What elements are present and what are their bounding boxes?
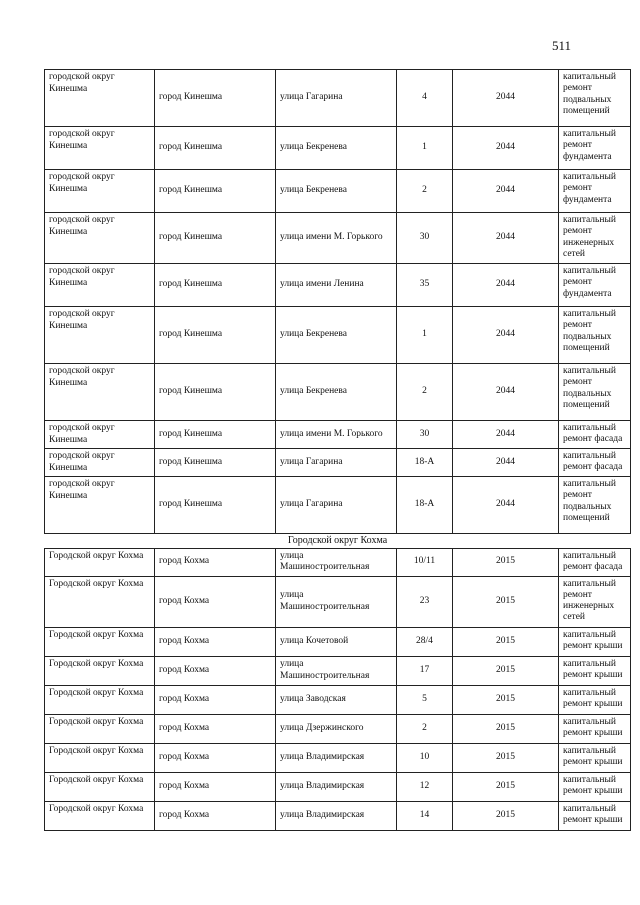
table-row <box>45 170 631 213</box>
district-cell: городской округ Кинешма <box>45 449 155 477</box>
street-cell: улица Гагарина <box>276 477 397 534</box>
work-type-cell: капитальный ремонт подвальных помещений <box>559 70 631 127</box>
table-row <box>45 307 631 364</box>
work-type-cell: капитальный ремонт крыши <box>559 772 631 801</box>
year-cell: 2015 <box>453 801 559 830</box>
street-cell: улица Заводская <box>276 685 397 714</box>
work-type-cell: капитальный ремонт подвальных помещений <box>559 364 631 421</box>
city-cell: город Кохма <box>155 656 276 685</box>
work-type-cell: капитальный ремонт фасада <box>559 421 631 449</box>
district-cell: городской округ Кинешма <box>45 70 155 127</box>
year-cell: 2015 <box>453 772 559 801</box>
table-row <box>45 421 631 449</box>
work-type-cell: капитальный ремонт подвальных помещений <box>559 307 631 364</box>
house-number-cell: 10 <box>397 743 453 772</box>
year-cell: 2044 <box>453 477 559 534</box>
work-type-cell: капитальный ремонт крыши <box>559 685 631 714</box>
district-cell: городской округ Кинешма <box>45 421 155 449</box>
work-type-cell: капитальный ремонт фундамента <box>559 170 631 213</box>
city-cell: город Кохма <box>155 743 276 772</box>
house-number-cell: 18-А <box>397 449 453 477</box>
section-header-row <box>45 534 631 549</box>
table-row <box>45 772 631 801</box>
year-cell: 2015 <box>453 714 559 743</box>
year-cell: 2044 <box>453 264 559 307</box>
work-type-cell: капитальный ремонт крыши <box>559 801 631 830</box>
street-cell: улица Владимирская <box>276 743 397 772</box>
house-number-cell: 23 <box>397 576 453 627</box>
street-cell: улица Машиностроительная <box>276 576 397 627</box>
year-cell: 2044 <box>453 421 559 449</box>
city-cell: город Кинешма <box>155 364 276 421</box>
year-cell: 2015 <box>453 576 559 627</box>
house-number-cell: 30 <box>397 213 453 264</box>
city-cell: город Кохма <box>155 714 276 743</box>
work-type-cell: капитальный ремонт крыши <box>559 627 631 656</box>
street-cell: улица Бекренева <box>276 127 397 170</box>
year-cell: 2015 <box>453 743 559 772</box>
district-cell: городской округ Кинешма <box>45 170 155 213</box>
district-cell: Городской округ Кохма <box>45 656 155 685</box>
year-cell: 2044 <box>453 449 559 477</box>
district-cell: Городской округ Кохма <box>45 772 155 801</box>
table-row <box>45 714 631 743</box>
page-number: 511 <box>552 38 572 53</box>
year-cell: 2015 <box>453 656 559 685</box>
street-cell: улица имени М. Горького <box>276 421 397 449</box>
work-type-cell: капитальный ремонт инженерных сетей <box>559 213 631 264</box>
work-type-cell: капитальный ремонт фасада <box>559 449 631 477</box>
city-cell: город Кохма <box>155 576 276 627</box>
house-number-cell: 35 <box>397 264 453 307</box>
city-cell: город Кинешма <box>155 170 276 213</box>
district-cell: Городской округ Кохма <box>45 743 155 772</box>
city-cell: город Кохма <box>155 772 276 801</box>
year-cell: 2015 <box>453 627 559 656</box>
table-row <box>45 685 631 714</box>
year-cell: 2044 <box>453 70 559 127</box>
district-cell: Городской округ Кохма <box>45 685 155 714</box>
street-cell: улица Гагарина <box>276 70 397 127</box>
city-cell: город Кинешма <box>155 213 276 264</box>
work-type-cell: капитальный ремонт подвальных помещений <box>559 477 631 534</box>
repair-schedule-table <box>44 69 631 831</box>
table-row <box>45 449 631 477</box>
street-cell: улица Бекренева <box>276 307 397 364</box>
work-type-cell: капитальный ремонт крыши <box>559 743 631 772</box>
work-type-cell: капитальный ремонт фундамента <box>559 127 631 170</box>
house-number-cell: 4 <box>397 70 453 127</box>
house-number-cell: 2 <box>397 364 453 421</box>
city-cell: город Кохма <box>155 685 276 714</box>
work-type-cell: капитальный ремонт инженерных сетей <box>559 576 631 627</box>
street-cell: улица Бекренева <box>276 170 397 213</box>
street-cell: улица имени М. Горького <box>276 213 397 264</box>
work-type-cell: капитальный ремонт фундамента <box>559 264 631 307</box>
house-number-cell: 30 <box>397 421 453 449</box>
district-cell: Городской округ Кохма <box>45 576 155 627</box>
table-row <box>45 264 631 307</box>
table-row <box>45 548 631 576</box>
city-cell: город Кохма <box>155 627 276 656</box>
table-row <box>45 801 631 830</box>
district-cell: городской округ Кинешма <box>45 264 155 307</box>
table-row <box>45 656 631 685</box>
city-cell: город Кинешма <box>155 477 276 534</box>
house-number-cell: 1 <box>397 127 453 170</box>
kokhma-rows <box>45 548 631 830</box>
district-cell: городской округ Кинешма <box>45 213 155 264</box>
street-cell: улица Дзержинского <box>276 714 397 743</box>
kineshma-rows <box>45 70 631 534</box>
district-cell: городской округ Кинешма <box>45 477 155 534</box>
house-number-cell: 2 <box>397 170 453 213</box>
district-cell: городской округ Кинешма <box>45 364 155 421</box>
house-number-cell: 12 <box>397 772 453 801</box>
year-cell: 2044 <box>453 127 559 170</box>
city-cell: город Кинешма <box>155 421 276 449</box>
city-cell: город Кинешма <box>155 307 276 364</box>
street-cell: улица Машиностроительная <box>276 548 397 576</box>
house-number-cell: 18-А <box>397 477 453 534</box>
house-number-cell: 2 <box>397 714 453 743</box>
district-cell: городской округ Кинешма <box>45 127 155 170</box>
house-number-cell: 28/4 <box>397 627 453 656</box>
section-kokhma <box>45 534 631 549</box>
city-cell: город Кинешма <box>155 264 276 307</box>
street-cell: улица Кочетовой <box>276 627 397 656</box>
year-cell: 2015 <box>453 548 559 576</box>
work-type-cell: капитальный ремонт фасада <box>559 548 631 576</box>
district-cell: городской округ Кинешма <box>45 307 155 364</box>
city-cell: город Кохма <box>155 548 276 576</box>
year-cell: 2044 <box>453 170 559 213</box>
table-row <box>45 70 631 127</box>
year-cell: 2015 <box>453 685 559 714</box>
section-title: Городской округ Кохма <box>45 534 631 549</box>
house-number-cell: 1 <box>397 307 453 364</box>
house-number-cell: 10/11 <box>397 548 453 576</box>
city-cell: город Кинешма <box>155 449 276 477</box>
district-cell: Городской округ Кохма <box>45 714 155 743</box>
street-cell: улица имени Ленина <box>276 264 397 307</box>
year-cell: 2044 <box>453 213 559 264</box>
city-cell: город Кинешма <box>155 127 276 170</box>
table-row <box>45 627 631 656</box>
street-cell: улица Машиностроительная <box>276 656 397 685</box>
table-row <box>45 743 631 772</box>
house-number-cell: 5 <box>397 685 453 714</box>
work-type-cell: капитальный ремонт крыши <box>559 656 631 685</box>
house-number-cell: 17 <box>397 656 453 685</box>
street-cell: улица Бекренева <box>276 364 397 421</box>
table-row <box>45 127 631 170</box>
district-cell: Городской округ Кохма <box>45 548 155 576</box>
table-row <box>45 213 631 264</box>
table-row <box>45 576 631 627</box>
table-row <box>45 477 631 534</box>
year-cell: 2044 <box>453 364 559 421</box>
city-cell: город Кинешма <box>155 70 276 127</box>
table-row <box>45 364 631 421</box>
district-cell: Городской округ Кохма <box>45 627 155 656</box>
city-cell: город Кохма <box>155 801 276 830</box>
street-cell: улица Гагарина <box>276 449 397 477</box>
year-cell: 2044 <box>453 307 559 364</box>
work-type-cell: капитальный ремонт крыши <box>559 714 631 743</box>
house-number-cell: 14 <box>397 801 453 830</box>
street-cell: улица Владимирская <box>276 772 397 801</box>
street-cell: улица Владимирская <box>276 801 397 830</box>
district-cell: Городской округ Кохма <box>45 801 155 830</box>
